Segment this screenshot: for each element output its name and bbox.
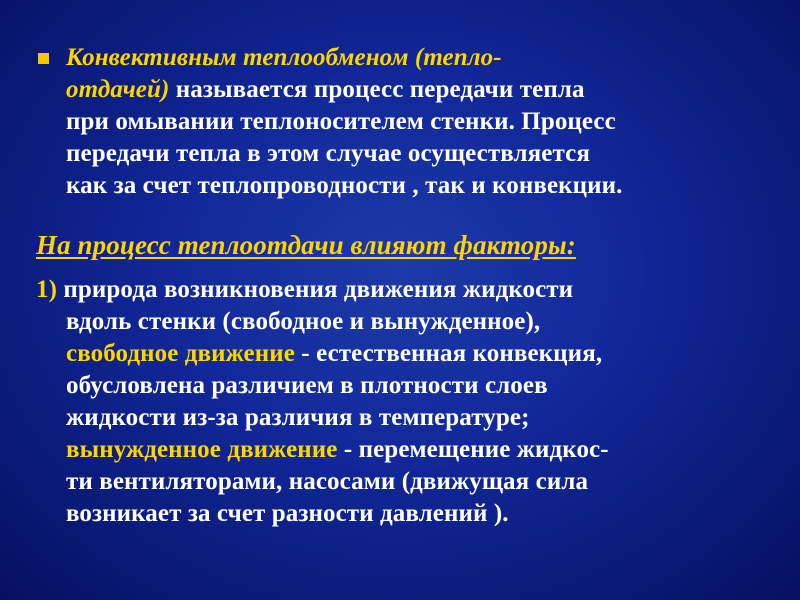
factor-text-line3: - естественная конвекция,	[294, 340, 603, 367]
factor-1-paragraph	[36, 274, 776, 530]
factor-text-line8: возникает за счет разности давлений ).	[66, 500, 509, 527]
definition-text-line5: как за счет теплопроводности , так и конвекции.	[66, 172, 623, 199]
factor-number: 1)	[36, 276, 58, 303]
definition-paragraph	[66, 42, 766, 202]
factor-text-line4: обусловлена различием в плотности слоев	[66, 372, 548, 399]
factor-text-line7: ти вентиляторами, насосами (движущая сила	[66, 468, 589, 495]
forced-movement-term: вынужденное движение	[66, 436, 338, 463]
definition-term-line2: отдачей)	[66, 76, 170, 103]
square-bullet-icon	[38, 53, 49, 64]
definition-term-line1: Конвективным теплообменом (тепло-	[66, 44, 502, 71]
definition-text-line3: при омывании теплоносителем стенки. Процесс	[66, 108, 616, 135]
definition-text-line2: называется процесс передачи тепла	[169, 76, 585, 103]
factor-text-line1: природа возникновения движения жидкости	[57, 276, 574, 303]
free-movement-term: свободное движение	[66, 340, 295, 367]
factors-heading: На процесс теплоотдачи влияют факторы:	[36, 230, 576, 260]
factor-text-line2: вдоль стенки (свободное и вынужденное),	[66, 308, 541, 335]
factor-text-line6: - перемещение жидкос-	[337, 436, 609, 463]
factor-text-line5: жидкости из-за различия в температуре;	[66, 404, 530, 431]
definition-text-line4: передачи тепла в этом случае осуществляется	[66, 140, 590, 167]
